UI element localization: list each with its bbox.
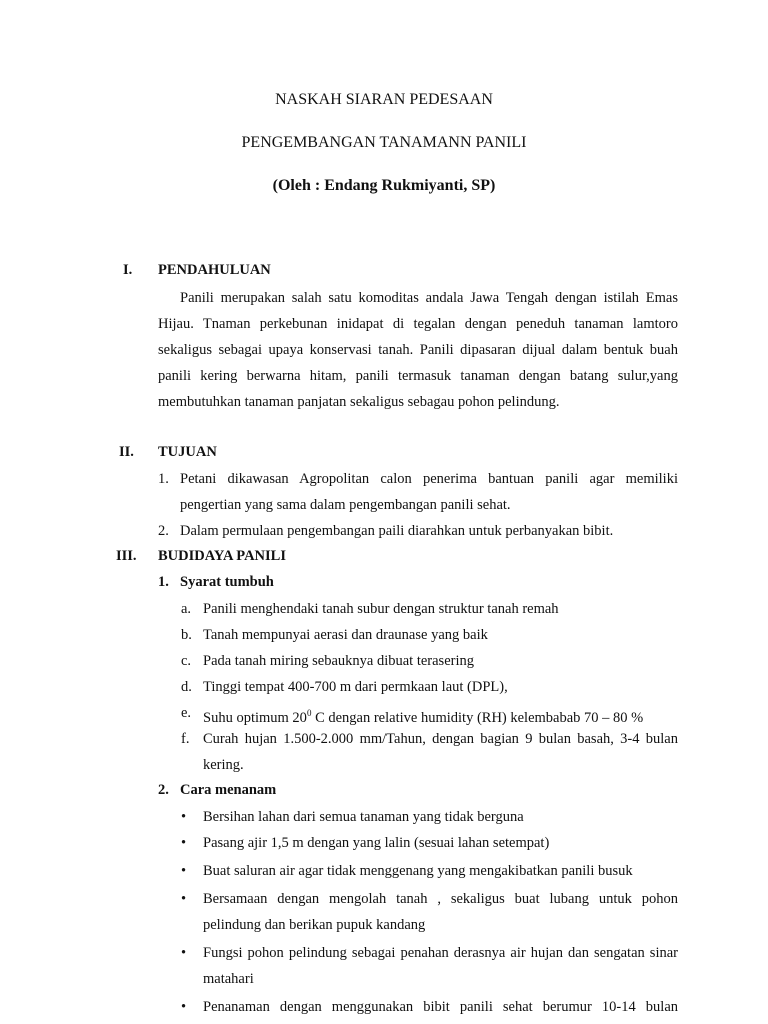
section-2-heading: TUJUAN	[158, 444, 217, 460]
requirement-text: Panili menghendaki tanah subur dengan struktur tanah remah	[203, 601, 559, 617]
requirement-letter: a.	[181, 601, 192, 617]
document-subtitle: PENGEMBANGAN TANAMANN PANILI	[241, 134, 527, 151]
objective-item	[158, 518, 678, 544]
section-3-heading: BUDIDAYA PANILI	[158, 548, 286, 564]
planting-step-text: Penanaman dengan menggunakan bibit panili sehat berumur 10-14 bulan	[203, 999, 678, 1015]
planting-step	[181, 830, 678, 856]
planting-step-text: Bersihan lahan dari semua tanaman yang tidak berguna	[203, 809, 524, 825]
objective-item	[158, 466, 678, 518]
degree-superscript: 0	[306, 708, 312, 718]
bullet-icon: •	[181, 835, 187, 851]
planting-step-text: Pasang ajir 1,5 m dengan yang lalin (sesuai lahan setempat)	[203, 835, 550, 851]
subsection-title: Cara menanam	[180, 782, 277, 798]
subsection-number: 2.	[158, 782, 169, 798]
subsection-title: Syarat tumbuh	[180, 574, 274, 590]
document-author: (Oleh : Endang Rukmiyanti, SP)	[272, 177, 496, 194]
objective-item-text: Petani dikawasan Agropolitan calon penerima bantuan panili agar memiliki pengertian yang sama dalam pengembangan panili sehat.	[180, 471, 678, 513]
requirement-text: Tinggi tempat 400-700 m dari permkaan laut (DPL),	[203, 679, 508, 695]
document-title: NASKAH SIARAN PEDESAAN	[275, 91, 493, 108]
subsection-growth-requirements	[158, 574, 274, 591]
temperature-text: Suhu optimum 20	[203, 709, 307, 726]
humidity-text: C dengan relative humidity (RH) kelembabab 70 – 80 %	[311, 709, 644, 726]
bullet-icon: •	[181, 999, 187, 1015]
planting-step	[181, 940, 678, 992]
planting-step-text: Bersamaan dengan mengolah tanah , sekaligus buat lubang untuk pohon pelindung dan berikan pupuk kandang	[203, 891, 678, 933]
requirement-letter: c.	[181, 653, 192, 669]
planting-step-text: Fungsi pohon pelindung sebagai penahan derasnya air hujan dan sengatan sinar matahari	[203, 945, 678, 987]
requirement-text: Curah hujan 1.500-2.000 mm/Tahun, dengan bagian 9 bulan basah, 3-4 bulan kering.	[203, 731, 678, 773]
requirement-letter: d.	[181, 679, 192, 695]
requirement-item	[181, 674, 678, 700]
section-2-number: II.	[119, 444, 134, 460]
subsection-planting-method	[158, 782, 276, 799]
requirement-text: Tanah mempunyai aerasi dan draunase yang baik	[203, 627, 488, 643]
requirement-item	[181, 648, 678, 674]
section-1-number: I.	[123, 262, 133, 278]
requirement-item	[181, 622, 678, 648]
bullet-icon: •	[181, 891, 187, 907]
requirement-letter: e.	[181, 705, 192, 721]
planting-step	[181, 886, 678, 938]
requirement-letter: f.	[181, 731, 190, 747]
section-3-number: III.	[116, 548, 137, 564]
planting-step	[181, 804, 678, 830]
section-1-heading: PENDAHULUAN	[158, 262, 271, 278]
bullet-icon: •	[181, 809, 187, 825]
planting-step	[181, 994, 678, 1020]
planting-step	[181, 858, 678, 884]
bullet-icon: •	[181, 863, 187, 879]
requirement-item	[181, 726, 678, 778]
subsection-number: 1.	[158, 574, 169, 590]
planting-step-text: Buat saluran air agar tidak menggenang yang mengakibatkan panili busuk	[203, 863, 633, 879]
section-1-paragraph: Panili merupakan salah satu komoditas andala Jawa Tengah dengan istilah Emas Hijau. Tnaman perkebunan inidapat di tegalan dengan peneduh tanaman lamtoro sekaligus sebagai upaya konservasi tanah. Panili dipasaran dijual dalam bentuk buah panili kering berwarna hitam, panili termasuk tanaman dengan batang sulur,yang membutuhkan tanaman panjatan sekaligus sebagau pohon pelindung.	[158, 290, 678, 410]
requirement-text: Pada tanah miring sebauknya dibuat terasering	[203, 653, 474, 669]
requirement-letter: b.	[181, 627, 192, 643]
bullet-icon: •	[181, 945, 187, 961]
requirement-item	[181, 596, 678, 622]
objective-item-text: Dalam permulaan pengembangan paili diarahkan untuk perbanyakan bibit.	[180, 523, 614, 539]
objective-item-number: 1.	[158, 471, 169, 487]
objective-item-number: 2.	[158, 523, 169, 539]
